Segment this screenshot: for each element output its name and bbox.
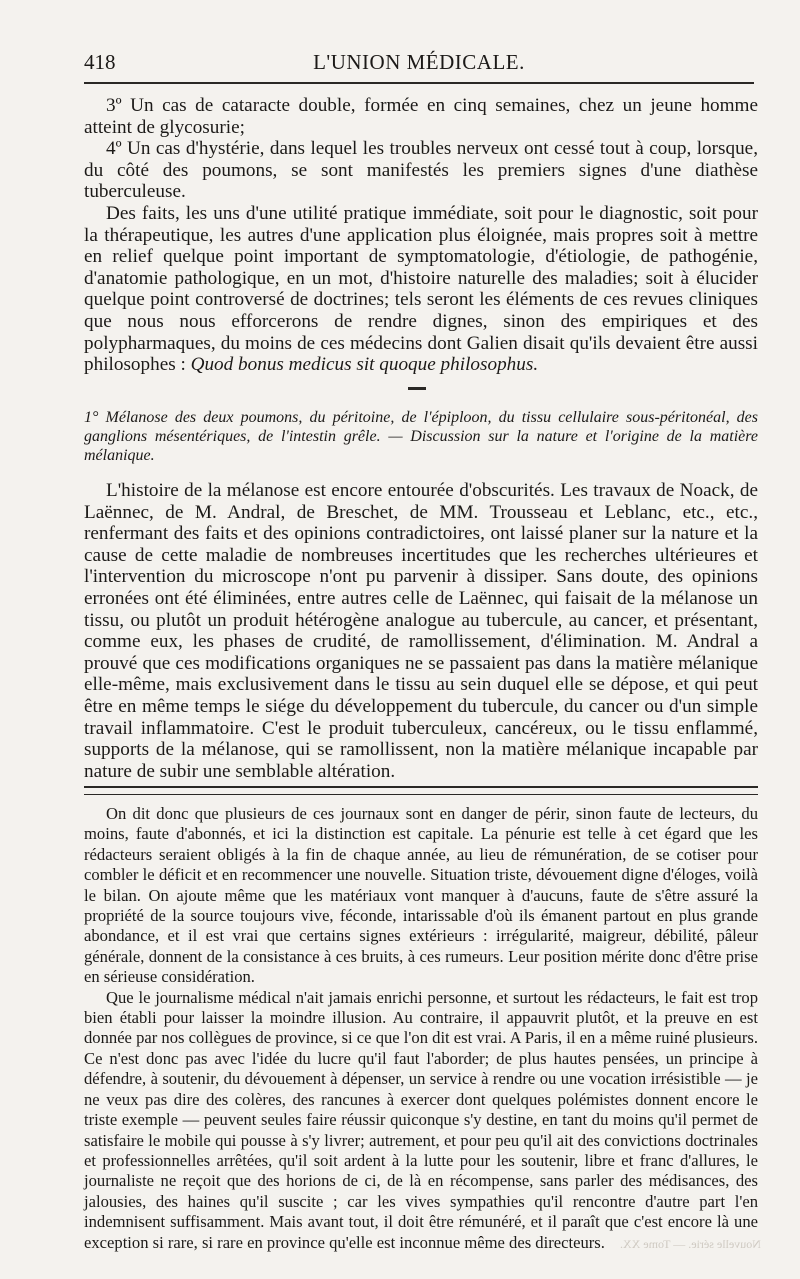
list-item-3: 3º Un cas de cataracte double, formée en cinq semaines, chez un jeune homme atteint de glycosurie; [84, 95, 758, 138]
latin-quote: Quod bonus medicus sit quoque philosophus. [190, 354, 539, 376]
section-body [84, 480, 758, 782]
feuilleton-rule [84, 786, 758, 795]
page-number: 418 [84, 50, 116, 74]
intro-paragraph-text: Des faits, les uns d'une utilité pratique immédiate, soit pour le diagnostic, soit pour la thérapeutique, les autres d'une application plus éloignée, mais propres soit à mettre en relief quelque point important de symptomatologie, d'étiologie, de pathogénie, d'anatomie pathologique, en un mot, d'histoire naturelle des maladies; soit à élucider quelque point controversé de doctrines; tels seront les éléments de ces revues cliniques que nous nous efforcerons de rendre dignes, sinon des empiriques et des polypharmaques, du moins de ces médecins dont Galien disait qu'ils devaient être aussi philosophes : [84, 202, 758, 376]
section-paragraph: L'histoire de la mélanose est encore entourée d'obscurités. Les travaux de Noack, de Laënnec, de M. Andral, de Breschet, de MM. Trousseau et Leblanc, etc., etc., renfermant des faits et des opinions contradictoires, ont laissé planer sur la nature et la cause de cette maladie de nombreuses incertitudes que les recherches ultérieures et l'intervention du microscope n'ont pu parvenir à dissiper. Sans doute, des opinions erronées ont été éliminées, entre autres celle de Laënnec, qui faisait de la mélanose un tissu, ou plutôt un produit hétérogène analogue au tubercule, au cancer, et présentant, comme eux, les phases de crudité, de ramollissement, d'élimination. M. Andral a prouvé que ces modifications organiques ne se passaient pas dans la matière mélanique elle-même, mais exclusivement dans le tissu au sein duquel elle se dépose, et qui peut être en même temps le siége du développement du tubercule, du cancer ou d'un simple travail inflammatoire. C'est le produit tuberculeux, cancéreux, ou le tissu enflammé, supports de la mélanose, qui se ramollissent, non la matière mélanique incapable par nature de subir une semblable altération. [84, 480, 758, 782]
section-heading: 1° Mélanose des deux poumons, du péritoine, de l'épiploon, du tissu cellulaire sous-péritonéal, des ganglions mésentériques, de l'intestin grêle. — Discussion sur la nature et l'origine de la matière mélanique. [84, 409, 758, 464]
bleed-through-footer: Nouvelle série. — Tome XX. [620, 1237, 761, 1251]
feuilleton-block [84, 804, 758, 1253]
header-rule [84, 82, 754, 84]
feuilleton-paragraph-1: On dit donc que plusieurs de ces journaux sont en danger de périr, sinon faute de lecteurs, du moins, faute d'abonnés, et ici la distinction est capitale. La pénurie est telle à cet égard que les rédacteurs seraient obligés à la fin de chaque année, au lieu de rémunération, de se cotiser pour combler le déficit et en recommencer une nouvelle. Situation triste, dévouement digne d'éloges, voilà le bilan. On ajoute même que les matériaux vont manquer à d'aucuns, faute de s'être assuré la propriété de la source toujours vive, féconde, intarissable d'où ils émanent partout en plus grande abondance, et il est vrai que certains signes extérieurs : irrégularité, maigreur, débilité, pâleur générale, donnent de la consistance à ces bruits, à ces rumeurs. Leur position mérite donc d'être prise en sérieuse considération. [84, 804, 758, 987]
feuilleton-paragraph-2: Que le journalisme médical n'ait jamais enrichi personne, et surtout les rédacteurs, le fait est trop bien établi pour laisser la moindre illusion. Au contraire, il appauvrit plutôt, et la preuve en est donnée par nos collègues de province, si ce que l'on dit est vrai. A Paris, il en a même ruiné plusieurs. Ce n'est donc pas avec l'idée du lucre qu'il faut l'aborder; de plus hautes pensées, un principe à défendre, à soutenir, du dévouement à dépenser, un service à rendre ou une vocation irrésistible — je ne veux pas dire des colères, des rancunes à exercer dont quelques polémistes donnent encore le triste exemple — peuvent seules faire réussir quiconque s'y destine, en tant du moins qu'il permet de satisfaire le mobile qui pousse à s'y livrer; autrement, et pour peu qu'il ait des convictions doctrinales et professionnelles arrêtées, qu'il soit ardent à la lutte pour les soutenir, libre et franc d'allures, le journaliste ne reçoit que des horions de ci, de là en récompense, sans parler des médisances, des jalousies, des haines qu'il suscite ; car les vives sympathies qu'il rencontre d'autre part l'en indemnisent suffisamment. Mais avant tout, il doit être rémunéré, et il paraît que c'est encore là une exception si rare, si rare en province qu'elle est inconnue même des directeurs. [84, 987, 758, 1252]
section-separator [408, 387, 426, 390]
intro-block [84, 95, 758, 376]
page-header [84, 48, 754, 78]
running-title: L'UNION MÉDICALE. [313, 50, 525, 74]
list-item-4: 4º Un cas d'hystérie, dans lequel les troubles nerveux ont cessé tout à coup, lorsque, du côté des poumons, se sont manifestés les premiers signes d'une diathèse tuberculeuse. [84, 138, 758, 203]
intro-paragraph [84, 203, 758, 376]
